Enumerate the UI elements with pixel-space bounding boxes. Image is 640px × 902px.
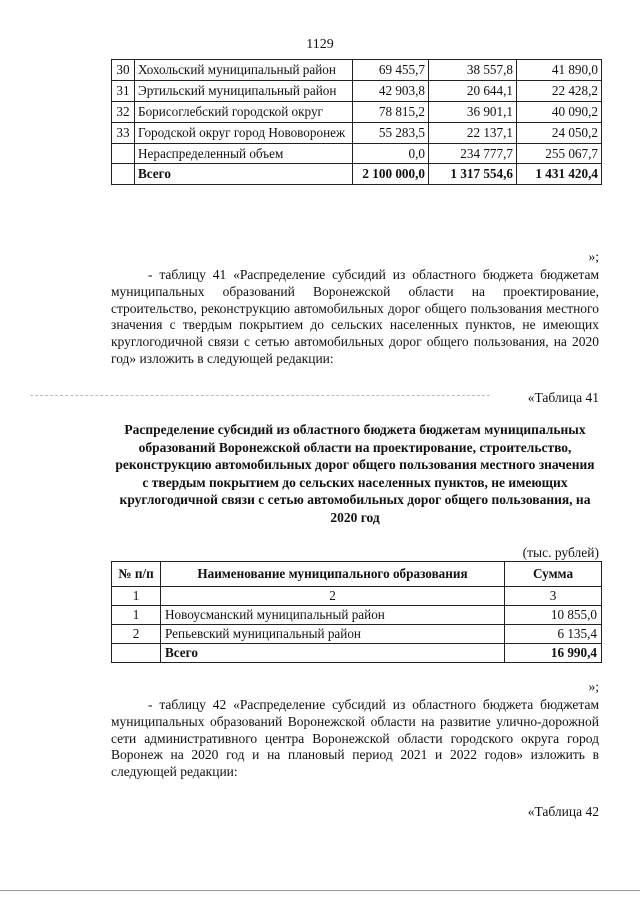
table-index-row xyxy=(112,587,602,606)
table-row xyxy=(112,60,602,81)
header-number: № п/п xyxy=(112,562,161,587)
value-2020: 42 903,8 xyxy=(353,81,429,102)
municipality-name: Нераспределенный объем xyxy=(135,144,353,164)
table-total-row xyxy=(112,644,602,663)
index-col-2: 2 xyxy=(161,587,505,606)
total-label: Всего xyxy=(135,164,353,184)
table-row xyxy=(112,606,602,625)
row-number xyxy=(112,144,135,164)
value-2022: 255 067,7 xyxy=(517,144,602,164)
row-number: 1 xyxy=(112,606,161,625)
row-sum: 10 855,0 xyxy=(505,606,602,625)
table-41 xyxy=(111,561,602,663)
total-sum: 16 990,4 xyxy=(505,644,602,663)
table-header-row xyxy=(112,562,602,587)
units-label: (тыс. рублей) xyxy=(522,545,599,560)
value-2021: 20 644,1 xyxy=(429,81,517,102)
municipality-name: Борисоглебский городской округ xyxy=(135,102,353,123)
table-row xyxy=(112,123,602,144)
header-municipality: Наименование муниципального образования xyxy=(161,562,505,587)
municipality-name: Новоусманский муниципальный район xyxy=(161,606,505,625)
table-total-row xyxy=(112,164,602,184)
table-row xyxy=(112,144,602,164)
row-number: 31 xyxy=(112,81,135,102)
table-row xyxy=(112,81,602,102)
value-2022: 24 050,2 xyxy=(517,123,602,144)
value-2020: 0,0 xyxy=(353,144,429,164)
value-2020: 78 815,2 xyxy=(353,102,429,123)
value-2021: 36 901,1 xyxy=(429,102,517,123)
row-sum: 6 135,4 xyxy=(505,625,602,644)
municipality-name: Городской округ город Нововоронеж xyxy=(135,123,353,144)
table-closing-quote: »; xyxy=(588,249,599,264)
table-41-label: «Таблица 41 xyxy=(527,390,599,405)
row-number: 33 xyxy=(112,123,135,144)
table-41-closing-quote: »; xyxy=(588,679,599,694)
row-number: 32 xyxy=(112,102,135,123)
value-2021: 22 137,1 xyxy=(429,123,517,144)
value-2022: 22 428,2 xyxy=(517,81,602,102)
municipality-name: Эртильский муниципальный район xyxy=(135,81,353,102)
value-2020: 55 283,5 xyxy=(353,123,429,144)
table-41-title: Распределение субсидий из областного бюджета бюджетам муниципальных образований Воронежской области на проектирование, строительство, реконструкцию автомобильных дорог общего пользования местного значения с твердым покрытием до сельских населенных пунктов, не имеющих круглогодичной связи с сетью автомобильных дорог общего пользования, на 2020 год xyxy=(115,422,595,525)
page-number: 1129 xyxy=(306,37,334,52)
value-2022: 40 090,2 xyxy=(517,102,602,123)
continued-budget-table xyxy=(111,59,602,185)
municipality-name: Репьевский муниципальный район xyxy=(161,625,505,644)
row-number: 30 xyxy=(112,60,135,81)
total-2020: 2 100 000,0 xyxy=(353,164,429,184)
scan-artifact-divider xyxy=(30,395,490,396)
index-col-3: 3 xyxy=(505,587,602,606)
header-sum: Сумма xyxy=(505,562,602,587)
table-row xyxy=(112,102,602,123)
total-2021: 1 317 554,6 xyxy=(429,164,517,184)
table-row xyxy=(112,625,602,644)
index-col-1: 1 xyxy=(112,587,161,606)
row-number-empty xyxy=(112,644,161,663)
value-2020: 69 455,7 xyxy=(353,60,429,81)
total-2022: 1 431 420,4 xyxy=(517,164,602,184)
table-42-label: «Таблица 42 xyxy=(527,804,599,819)
amendment-paragraph-42: - таблицу 42 «Распределение субсидий из областного бюджета бюджетам муниципальных образований Воронежской области на развитие улично-дорожной сети административного центра Воронежской области городского округа город Воронеж на 2020 год и на плановый период 2021 и 2022 годов» изложить в следующей редакции: xyxy=(111,697,599,780)
row-number: 2 xyxy=(112,625,161,644)
value-2021: 38 557,8 xyxy=(429,60,517,81)
total-label: Всего xyxy=(161,644,505,663)
page-bottom-edge xyxy=(0,890,640,891)
value-2022: 41 890,0 xyxy=(517,60,602,81)
row-number-empty xyxy=(112,164,135,184)
value-2021: 234 777,7 xyxy=(429,144,517,164)
municipality-name: Хохольский муниципальный район xyxy=(135,60,353,81)
amendment-paragraph-41: - таблицу 41 «Распределение субсидий из областного бюджета бюджетам муниципальных образований Воронежской области на проектирование, строительство, реконструкцию автомобильных дорог общего пользования местного значения с твердым покрытием до сельских населенных пунктов, не имеющих круглогодичной связи с сетью автомобильных дорог общего пользования, на 2020 год» изложить в следующей редакции: xyxy=(111,267,599,366)
